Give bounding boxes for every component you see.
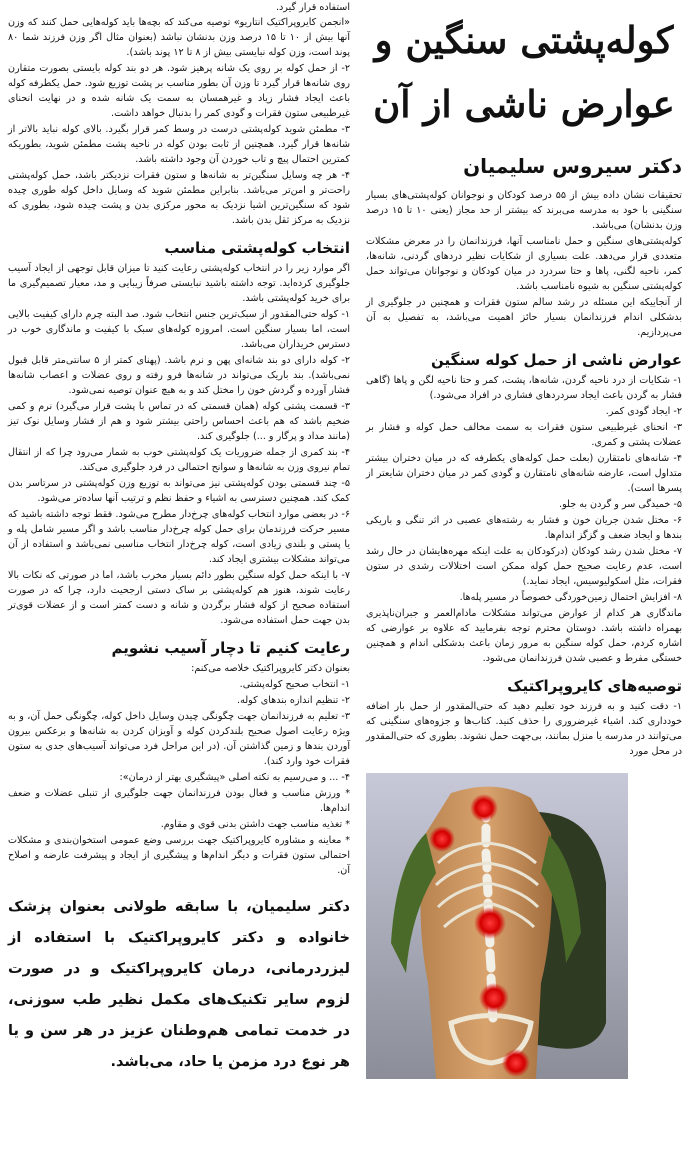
complications-heading: عوارض ناشی از حمل کوله سنگین [430, 351, 682, 369]
list-item: * معاینه و مشاوره کایروپراکتیک جهت بررسی وضع عمومی استخوان‌بندی و مشکلات احتمالی ستون فقرات و دیگر اندام‌ها و پیشگیری از ایجاد و پیشرفت عارضه و اصلاح آن. [8, 835, 350, 876]
list-item: ماندگاری هر کدام از عوارض می‌تواند مشکلات مادام‌العمر و جبران‌ناپذیری بهمراه داشته باشد. دوستان محترم توجه بفرمایید که علاوه بر عوارضی که اشاره کردم، حمل کوله سنگین به مرور زمان باعث بدشکلی اندام و همچنین خستگی مفرط و عصبی شدن فرزندانمان می‌شود. [366, 608, 682, 664]
list-item: ۲- ایجاد گودی کمر. [605, 406, 682, 417]
list-item: ۵- چند قسمتی بودن کوله‌پشتی نیز می‌تواند به توزیع وزن کوله‌پشتی در سرتاسر بدن کمک کند. همچنین دسترسی به اشیاء و حفظ نظم و ترتیب آنها ساده‌تر می‌شود. [8, 478, 350, 504]
continued-text: استفاده قرار گیرد. [275, 2, 350, 13]
paragraph: تحقیقات نشان داده بیش از ۵۵ درصد کودکان و نوجوانان کوله‌پشتی‌های بسیار سنگینی با خود به مدرسه می‌برند که بیشتر از حد مجاز (یعنی ۱۰ تا ۱۵ درصد وزن بدنشان) می‌باشد. [366, 190, 682, 231]
paragraph: از آنجاییکه این مسئله در رشد سالم ستون فقرات و همچنین در جلوگیری از بدشکلی اندام فرزندانمان بسیار حائز اهمیت می‌باشد، به تفصیل به آن می‌پردازیم. [366, 297, 682, 338]
list-item: ۳- تعلیم به فرزندانمان جهت چگونگی چیدن وسایل داخل کوله، چگونگی حمل آن، و به ویژه رعایت اصول صحیح بلندکردن کوله و آویزان کردن به شانه‌ها و برعکس بیرون آوردن بندها و زمین گذاشتن آن. (در این مراحل فرد می‌تواند آسیب‌های جدی به ستون فقرات خود وارد کند). [8, 711, 350, 767]
list-item: ۴- هر چه وسایل سنگین‌تر به شانه‌ها و ستون فقرات نزدیکتر باشد، حمل کوله‌پشتی راحت‌تر و امن‌تر می‌باشد. بنابراین مطمئن شوید که وسایل داخل کوله طوری چیده شود که سنگین‌ترین اشیا نزدیک به محور مرکزی بدن و پشت چیده شود، بطوری که نزدیک به مرکز ثقل بدن باشد. [8, 170, 350, 226]
list-item: ۶- مختل شدن جریان خون و فشار به رشته‌های عصبی در اثر تنگی و باریکی بندها و ایجاد ضعف و گزگز اندام‌ها. [366, 515, 682, 541]
closing-statement: دکتر سلیمیان، با سابقه طولانی بعنوان پزشک خانواده و دکتر کایروپراکتیک با استفاده از لیزردرمانی، درمان کایروپراکتیک و در صورت لزوم سایر تکنیک‌های مکمل نظیر طب سوزنی، در خدمت تمامی هم‌وطنان عزیز در هر سن و یا هر نوع درد مزمن یا حاد، می‌باشد. [8, 899, 350, 1070]
list-item: ۱- شکایات از درد ناحیه گردن، شانه‌ها، پشت، کمر و حتا ناحیه لگن و پاها (گاهی فشار به گردن باعث ایجاد سردردهای فشاری در افراد می‌شود.) [366, 375, 682, 401]
pain-point-neck [470, 794, 498, 822]
list-item: ۴- شانه‌های نامتقارن (بعلت حمل کوله‌های یکطرفه که در میان دختران بیشتر متداول است، عارضه شانه‌های نامتقارن و گودی کمر در میان دختران شایعتر از پسرها است). [366, 453, 682, 494]
list-item: ۱- کوله حتی‌المقدور از سبک‌ترین جنس انتخاب شود. صد البته چرم دارای کیفیت بالایی است، اما بسیار سنگین است. امروزه کوله‌های سبک با کیفیت و ماندگاری خوب در دسترس خریداران می‌باشد. [8, 309, 350, 350]
author-name: دکتر سیروس سلیمیان [463, 154, 682, 178]
selection-heading: انتخاب کوله‌پشتی مناسب [164, 239, 350, 257]
list-item: ۱- انتخاب صحیح کوله‌پشتی. [239, 679, 350, 690]
pain-point-mid-back [474, 907, 506, 939]
selection-list [8, 261, 350, 628]
list-item: ۷- با اینکه حمل کوله سنگین بطور دائم بسیار مخرب باشد، اما در صورتی که نکات بالا رعایت شوند، هنوز هم کوله‌پشتی بر ساک دستی ارجحیت دارد، چرا که در صورت استفاده صحیح از کوله فشار برگردن و شانه و دست کمتر است و از عضلات قوی‌تر بدن جهت حمل استفاده می‌شود. [8, 570, 350, 626]
list-item: * تغذیه مناسب جهت داشتن بدنی قوی و مقاوم. [160, 819, 350, 830]
list-item: ۲- از حمل کوله بر روی یک شانه پرهیز شود. هر دو بند کوله بایستی بصورت متقارن روی شانه‌ها قرار گیرد تا وزن آن بطور مناسب بر پشت توزیع شود. حمل یکطرفه کوله باعث ایجاد فشار زیاد و غیرهمسان به سمت یک شانه شده و در نهایت انحنای غیرطبیعی ستون فقرات و گودی کمر را بدنبال خواهد داشت. [8, 63, 350, 119]
list-item: ۵- خمیدگی سر و گردن به جلو. [559, 499, 682, 510]
title-line: عوارض ناشی از آن [373, 82, 675, 126]
intro-text [366, 188, 682, 340]
spine-backpack-illustration [366, 773, 628, 1079]
list-item: ۳- انحنای غیرطبیعی ستون فقرات به سمت مخالف حمل کوله و فشار بر عضلات پشتی و کمری. [366, 422, 682, 448]
list-item: ۲- تنظیم اندازه بندهای کوله. [237, 695, 350, 706]
list-item: ۴- بند کمری از جمله ضروریات یک کوله‌پشتی خوب به شمار می‌رود چرا که از انتقال تمام نیروی وزن به شانه‌ها و سوانح احتمالی در فرد جلوگیری می‌کند. [8, 447, 350, 473]
chiro-heading: توصیه‌های کایروپراکتیک [507, 677, 682, 695]
paragraph: کوله‌پشتی‌های سنگین و حمل نامناسب آنها، فرزندانمان را در معرض مشکلات متعددی قرار می‌دهد. علت بسیاری از شکایات نظیر دردهای گردنی، شانه‌ها، کمر، ناحیه لگنی، پاها و حتا سردرد در میان کودکان و نوجوانان می‌تواند حمل کوله‌پشتی سنگین به شیوه نامناسب باشد. [366, 236, 682, 292]
list-item: ۶- در بعضی موارد انتخاب کوله‌های چرخ‌دار مطرح می‌شود. فقط توجه داشته باشید که مسیر حرکت فرزندمان برای حمل کوله چرخ‌دار مناسب باشد و اگر مسیر شامل پله و یا پستی و بلندی زیادی است، کوله چرخ‌دار انتخاب مناسبی نمی‌باشد و استفاده از آن می‌تواند مشکلات بیشتری ایجاد کند. [8, 509, 350, 565]
pain-point-lower-back [479, 983, 509, 1013]
list-item: اگر موارد زیر را در انتخاب کوله‌پشتی رعایت کنید تا میزان قابل توجهی از ایجاد آسیب جلوگیری کرده‌اید. توجه داشته باشید نبایستی صرفاً زیبایی و مد، معیار تصمیم‌گیری ما برای خرید کوله‌پشتی باشد. [8, 263, 350, 304]
list-item: ۳- مطمئن شوید کوله‌پشتی درست در وسط کمر قرار بگیرد. بالای کوله نباید بالاتر از شانه‌ها قرار گیرد. همچنین از ثابت بودن کوله در ناحیه پشت مطمئن شوید، بطوریکه کمترین احتمال پیچ و تاب خوردن آن وجود داشته باشد. [8, 124, 350, 165]
chiro-text: ۱- دقت کنید و به فرزند خود تعلیم دهید که حتی‌المقدور از حمل بار اضافه خودداری کند. اشیاء غیرضروری را حذف کنید. کتاب‌ها و جزوه‌های سنگینی که می‌توانند در مدرسه یا منزل بمانند، بی‌جهت حمل نشوند. بطوری که حتی‌المقدور در محل مورد [366, 701, 682, 757]
left-column [8, 0, 350, 1078]
list-item: ۷- مختل شدن رشد کودکان (درکودکان به علت اینکه مهره‌هایشان در حال رشد است، عدم رعایت صحیح حمل کوله ممکن است اختلالات رشدی در ستون فقرات، مثل اسکولیوسیس، ایجاد نماید.) [366, 546, 682, 587]
rules-heading: رعایت کنیم تا دچار آسیب نشویم [111, 639, 350, 657]
rules-intro: بعنوان دکتر کایروپراکتیک خلاصه می‌کنم: [191, 663, 350, 674]
pain-point-hip [502, 1049, 530, 1077]
article-title [366, 8, 682, 136]
list-item: ۸- افزایش احتمال زمین‌خوردگی خصوصاً در مسیر پله‌ها. [459, 592, 682, 603]
list-item: ۲- کوله دارای دو بند شانه‌ای پهن و نرم باشد. (پهنای کمتر از ۵ سانتی‌متر قابل قبول نمی‌باشد). بند باریک می‌تواند در شانه‌ها فرو رفته و روی عضلات و اعصاب شانه‌ها فشار آورده و گردش خون را مختل کند و به هیچ عنوان توصیه نمی‌شود. [8, 355, 350, 396]
list-item: * ورزش مناسب و فعال بودن فرزندانمان جهت جلوگیری از تنبلی عضلات و ضعف اندام‌ها. [8, 788, 350, 814]
complications-list [366, 373, 682, 666]
right-column [366, 0, 682, 1079]
left-top-list [8, 15, 350, 228]
list-item: «انجمن کایروپراکتیک انتاریو» توصیه می‌کند که بچه‌ها باید کوله‌هایی حمل کنند که وزن آنها بیش از ۱۰ تا ۱۵ درصد وزن بدنشان نباشد (بعنوان مثال اگر وزن فرزند شما ۸۰ پوند است، وزن کوله نبایستی بیش از ۸ تا ۱۲ پوند باشد). [8, 17, 350, 58]
list-item: ۴- ... و می‌رسیم به نکته اصلی «پیشگیری بهتر از درمان»: [119, 772, 350, 783]
pain-point-shoulder [429, 826, 455, 852]
rules-list [8, 661, 350, 878]
list-item: ۳- قسمت پشتی کوله (همان قسمتی که در تماس با پشت قرار می‌گیرد) نرم و کمی ضخیم باشد که هم باعث احساس راحتی بیشتر شود و هم از فشار وسایل نوک تیز (مانند مداد و پرگار و ...) جلوگیری کند. [8, 401, 350, 442]
title-line: کوله‌پشتی سنگین و [374, 18, 674, 62]
spine-illustration-graphic [366, 773, 628, 1079]
